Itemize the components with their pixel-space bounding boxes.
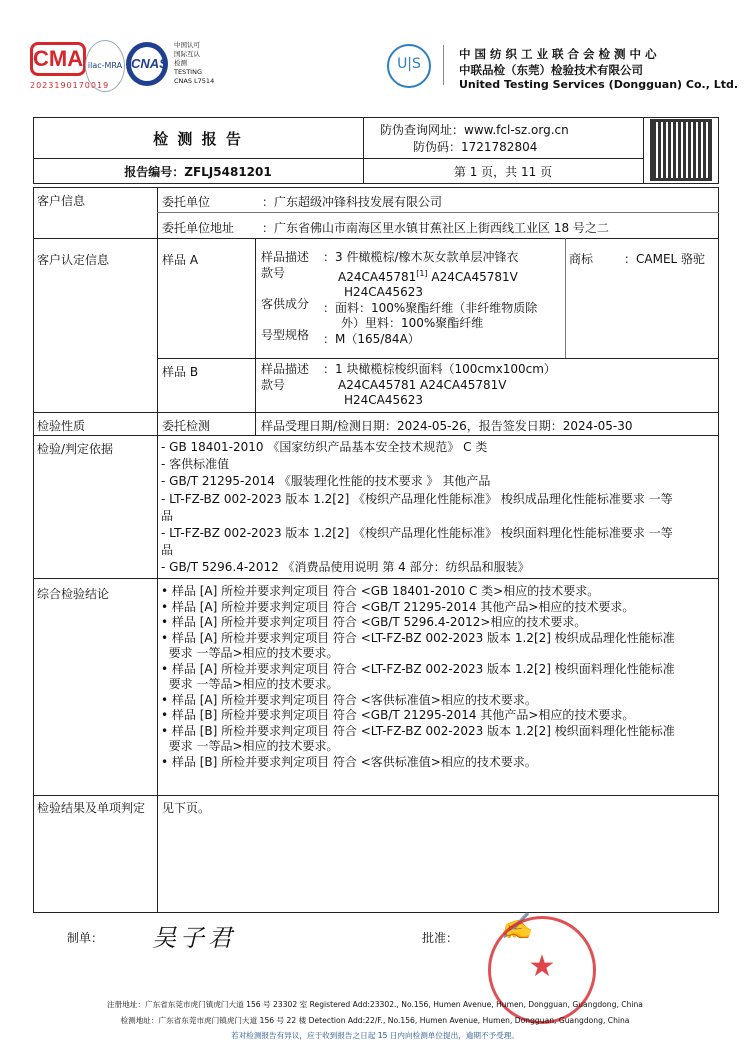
uts-logo: U|S xyxy=(387,44,431,88)
list-line: 要求 一等品>相应的技术要求。 xyxy=(161,739,339,753)
sample-b-values xyxy=(323,362,556,409)
page-info: 第 1 页，共 11 页 xyxy=(453,165,553,179)
list-line: • 样品 [A] 所检并要求判定项目 符合 <GB 18401-2010 C 类>相应的技术要求。 xyxy=(161,584,600,598)
sample-a-label: 样品 A xyxy=(162,253,199,267)
sample-a-style: A24CA45781 xyxy=(338,269,417,284)
section-nature: 检验性质 xyxy=(37,419,86,433)
verify-code: 防伪码：1721782804 xyxy=(413,140,538,154)
result-value: 见下页。 xyxy=(162,801,211,815)
client-unit: ：广东超级冲锋科技发展有限公司 xyxy=(262,195,443,209)
section-basis: 检验/判定依据 xyxy=(37,442,114,456)
maker-label: 制单： xyxy=(67,931,104,945)
cnas-text-line: CNAS L7514 xyxy=(174,77,215,85)
list-line: - GB/T 5296.4-2012 《消费品使用说明 第 4 部分：纺织品和服装》 xyxy=(161,560,530,575)
sample-b-desc: ：1 块橄榄棕梭织面料（100cmx100cm） xyxy=(323,362,556,376)
cma-number: 2023190170019 xyxy=(30,81,110,90)
list-line: - GB/T 21295-2014 《服装理化性能的技术要求 》 其他产品 xyxy=(161,474,491,489)
report-title: 检 测 报 告 xyxy=(153,130,243,148)
report-number-label: 报告编号： xyxy=(124,165,185,179)
sample-a-composition: ：面料：100%聚酯纤维（非纤维物质除 xyxy=(323,300,538,315)
client-unit-label: 委托单位 xyxy=(162,195,211,209)
footer-detection-address: 检测地址：广东省东莞市虎门镇虎门大道 156 号 22 楼 Detection Add:22/F., No.156, Humen Avenue, Humen, Dongguan, Guangdong, China xyxy=(120,1016,630,1025)
client-address: ：广东省佛山市南海区里水镇甘蕉社区上街西线工业区 18 号之二 xyxy=(262,221,609,235)
footer-registered-address: 注册地址：广东省东莞市虎门镇虎门大道 156 号 23302 室 Registered Add:23302., No.156, Humen Avenue, Humen, Dongguan, Guangdong, China xyxy=(107,1000,643,1009)
cma-logo: CMA xyxy=(30,42,86,76)
sample-a-composition-2: 外）里料：100%聚酯纤维 xyxy=(341,316,484,330)
cnas-text xyxy=(174,41,214,86)
cnas-text-line: TESTING xyxy=(174,68,202,76)
list-line: - GB 18401-2010 《国家纺织产品基本安全技术规范》 C 类 xyxy=(161,440,488,454)
list-line: • 样品 [B] 所检并要求判定项目 符合 <客供标准值>相应的技术要求。 xyxy=(161,754,537,769)
org-name-en: United Testing Services (Dongguan) Co., Ltd. xyxy=(459,78,739,91)
org-name-cn2: 中联品检（东莞）检验技术有限公司 xyxy=(459,63,643,77)
company-stamp: ★ xyxy=(488,916,596,1024)
brand-label: 商标 xyxy=(569,252,594,266)
cnas-text-line: 检测 xyxy=(174,59,187,67)
footnote-ref: [1] xyxy=(416,268,428,278)
list-line: • 样品 [A] 所检并要求判定项目 符合 <GB/T 21295-2014 其他产品>相应的技术要求。 xyxy=(161,599,635,614)
desc-label: 样品描述 xyxy=(261,362,310,376)
qr-code xyxy=(650,119,712,181)
list-line: • 样品 [A] 所检并要求判定项目 符合 <GB/T 5296.4-2012>相应的技术要求。 xyxy=(161,615,587,629)
section-conclusion: 综合检验结论 xyxy=(37,587,110,601)
dates: 样品受理日期/检测日期：2024-05-26，报告签发日期：2024-05-30 xyxy=(261,419,633,433)
list-line: 品 xyxy=(161,543,174,558)
basis-list xyxy=(161,439,673,577)
style-label: 款号 xyxy=(261,265,286,280)
list-line: 品 xyxy=(161,508,174,523)
style-label: 款号 xyxy=(261,377,286,392)
composition-label: 客供成分 xyxy=(261,296,310,311)
sample-a-style-b: A24CA45781V xyxy=(427,269,518,284)
client-address-label: 委托单位地址 xyxy=(162,221,235,235)
list-line: 要求 一等品>相应的技术要求。 xyxy=(161,646,339,660)
list-line: • 样品 [A] 所检并要求判定项目 符合 <客供标准值>相应的技术要求。 xyxy=(161,692,537,707)
report-number-value: ZFLJ5481201 xyxy=(184,165,272,179)
brand-value: ：CAMEL 骆驼 xyxy=(624,252,706,266)
sample-a-size: ：M（165/84A） xyxy=(323,331,420,346)
sample-a-values xyxy=(323,250,537,347)
list-line: - LT-FZ-BZ 002-2023 版本 1.2[2] 《梭织产品理化性能标准》 梭织面料理化性能标准要求 一等 xyxy=(161,526,673,541)
cnas-text-line: 国际互认 xyxy=(174,50,200,58)
sample-a-style-2: H24CA45623 xyxy=(344,285,424,299)
approver-signature: ✍ xyxy=(500,912,533,942)
org-name-cn1: 中 国 纺 织 工 业 联 合 会 检 测 中 心 xyxy=(459,47,657,61)
section-identified-info: 客户认定信息 xyxy=(37,253,110,267)
conclusion-list xyxy=(161,584,675,770)
cnas-text-line: 中国认可 xyxy=(174,41,200,49)
sample-b-label: 样品 B xyxy=(162,365,199,379)
section-result: 检验结果及单项判定 xyxy=(37,801,146,815)
verify-url: 防伪查询网址：www.fcl-sz.org.cn xyxy=(380,123,569,137)
cnas-logo: CNAS xyxy=(126,42,168,86)
list-line: • 样品 [B] 所检并要求判定项目 符合 <LT-FZ-BZ 002-2023 版本 1.2[2] 梭织面料理化性能标准 xyxy=(161,723,675,738)
nature-value: 委托检测 xyxy=(162,419,211,433)
footer-notice: 若对检测报告有异议，应于收到报告之日起 15 日内向检测单位提出，逾期不予受理。 xyxy=(231,1031,519,1040)
approver-label: 批准： xyxy=(422,931,459,945)
list-line: - LT-FZ-BZ 002-2023 版本 1.2[2] 《梭织产品理化性能标准》 梭织成品理化性能标准要求 一等 xyxy=(161,491,673,506)
list-line: - 客供标准值 xyxy=(161,457,230,472)
list-line: • 样品 [B] 所检并要求判定项目 符合 <GB/T 21295-2014 其他产品>相应的技术要求。 xyxy=(161,708,635,722)
list-line: • 样品 [A] 所检并要求判定项目 符合 <LT-FZ-BZ 002-2023 版本 1.2[2] 梭织成品理化性能标准 xyxy=(161,630,675,645)
sample-b-labels xyxy=(261,362,309,393)
sample-a-labels xyxy=(261,250,309,343)
sample-a-desc: ：3 件橄榄棕/橡木灰女款单层冲锋衣 xyxy=(323,250,519,264)
section-client-info: 客户信息 xyxy=(37,194,86,208)
size-label: 号型规格 xyxy=(261,327,310,342)
report-number xyxy=(33,163,363,180)
sample-b-style-2: H24CA45623 xyxy=(344,393,424,407)
desc-label: 样品描述 xyxy=(261,250,310,264)
list-line: 要求 一等品>相应的技术要求。 xyxy=(161,677,339,691)
maker-signature: 吴子君 xyxy=(152,924,236,952)
sample-b-style: A24CA45781 A24CA45781V xyxy=(338,377,507,392)
ilac-logo: ilac-MRA xyxy=(85,40,125,92)
list-line: • 样品 [A] 所检并要求判定项目 符合 <LT-FZ-BZ 002-2023 版本 1.2[2] 梭织面料理化性能标准 xyxy=(161,661,675,676)
